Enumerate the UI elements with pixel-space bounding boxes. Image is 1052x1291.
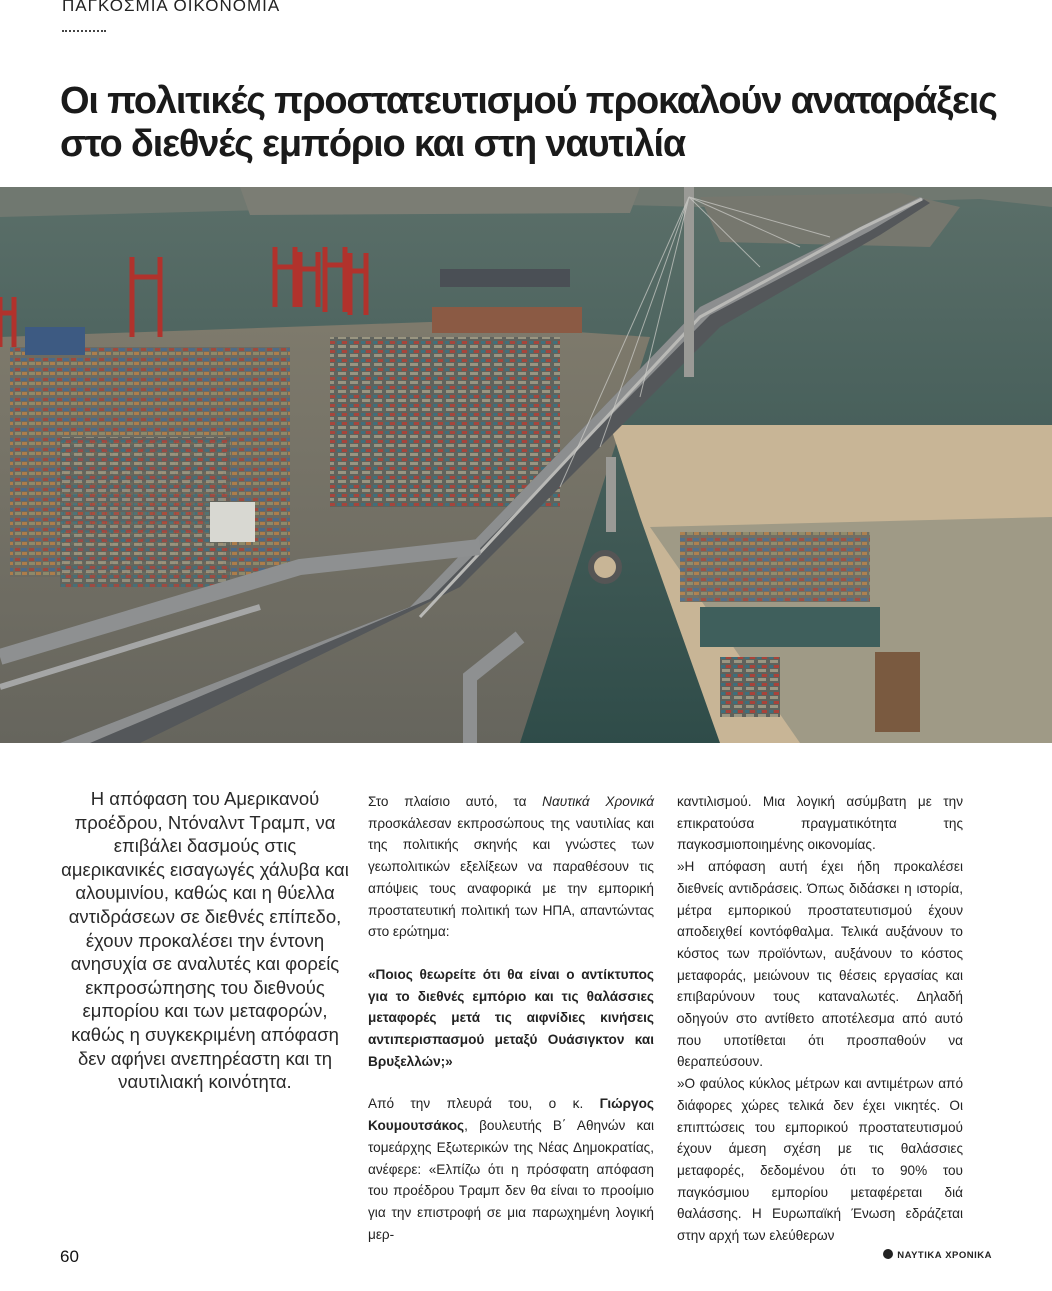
paragraph-text: Στο πλαίσιο αυτό, τα <box>368 794 543 809</box>
question-paragraph <box>368 964 654 1073</box>
paragraph <box>368 1093 654 1245</box>
paragraph: »Η απόφαση αυτή έχει ήδη προκαλέσει διεθνείς αντιδράσεις. Όπως διδάσκει η ιστορία, μέτρα εμπορικού προστατευτισμού έχουν αποδειχθεί κοντόφθαλμα. Τελικά αυξάνουν το κόστος των προϊόντων, αυξάνουν το κόστος μεταφοράς, μειώνουν τις θέσεις εργασίας και επιβαρύνουν τους καταναλωτές. Δηλαδή οδηγούν στο αντίθετο αποτέλεσμα από αυτό που υποτίθεται ότι προσπαθούν να θεραπεύσουν. <box>677 859 963 1070</box>
question-text: «Ποιος θεωρείτε ότι θα είναι ο αντίκτυπος για το διεθνές εμπόριο και τις θαλάσσιες μεταφορές μετά τις αιφνίδιες κινήσεις αντιπερισπασμού μεταξύ Ουάσιγκτον και Βρυξελλών;» <box>368 966 654 1069</box>
article-column-2 <box>368 791 654 1245</box>
title-line-1: Οι πολιτικές προστατευτισμού προκαλούν αναταράξεις <box>60 80 997 122</box>
paragraph: »Ο φαύλος κύκλος μέτρων και αντιμέτρων από διάφορες χώρες τελικά δεν έχει νικητές. Οι επιπτώσεις του εμπορικού προστατευτισμού έχουν άμεση σχέση με τις θαλάσσιες μεταφορές, δεδομένου ότι το 90% του παγκόσμιου εμπορίου μεταφέρεται διά θαλάσσης. Η Ευρωπαϊκή Ένωση εδράζεται στην αρχή των ελεύθερων <box>677 1076 963 1244</box>
article-title <box>60 80 1000 166</box>
magazine-name-italic: Ναυτικά Χρονικά <box>542 794 655 809</box>
title-line-2: στο διεθνές εμπόριο και στη ναυτιλία <box>60 123 685 165</box>
port-bridge-aerial-photo <box>0 187 1052 743</box>
article-column-3 <box>677 791 963 1247</box>
section-label: ΠΑΓΚΟΣΜΙΑ ΟΙΚΟΝΟΜΙΑ <box>62 0 281 15</box>
person-name: Γιώργος Κουμουτσάκος <box>368 1096 654 1134</box>
brand-logo-icon <box>883 1249 893 1259</box>
paragraph-text: προσκάλεσαν εκπροσώπους της ναυτιλίας και της πολιτικής σκηνής και γνώστες των γεωπολιτικών εξελίξεων να παραθέσουν τις απόψεις τους αναφορικά με την εμπορική προστατευτική πολιτική των ΗΠΑ, απαντώντας στο ερώτημα: <box>368 815 654 940</box>
paragraph <box>368 791 654 943</box>
section-divider <box>62 30 106 32</box>
magazine-brand <box>883 1249 992 1261</box>
paragraph-text: Από την πλευρά του, ο κ. <box>368 1096 600 1112</box>
paragraph: καντιλισμού. Μια λογική ασύμβατη με την επικρατούσα πραγματικότητα της παγκοσμιοποιημένης οικονομίας. <box>677 794 963 853</box>
brand-label: ΝΑΥΤΙΚΑ ΧΡΟΝΙΚΑ <box>897 1250 992 1261</box>
paragraph-text: , βουλευτής Β΄ Αθηνών και τομεάρχης Εξωτερικών της Νέας Δημοκρατίας, ανέφερε: «Ελπίζω ότι η πρόσφατη απόφαση του προέδρου Τραμπ δεν θα είναι το προοίμιο για την επιστροφή σε μια παρωχημένη λογική μερ- <box>368 1118 654 1242</box>
page-number: 60 <box>60 1247 79 1266</box>
article-lead: Η απόφαση του Αμερικανού προέδρου, Ντόναλντ Τραμπ, να επιβάλει δασμούς στις αμερικανικές εισαγωγές χάλυβα και αλουμινίου, καθώς και η θύελλα αντιδράσεων σε διεθνές επίπεδο, έχουν προκαλέσει την έντονη ανησυχία σε αναλυτές και φορείς εκπροσώπησης του διεθνούς εμπορίου και των μεταφορών, καθώς η συγκεκριμένη απόφαση δεν αφήνει ανεπηρέαστη και τη ναυτιλιακή κοινότητα. <box>61 788 349 1093</box>
